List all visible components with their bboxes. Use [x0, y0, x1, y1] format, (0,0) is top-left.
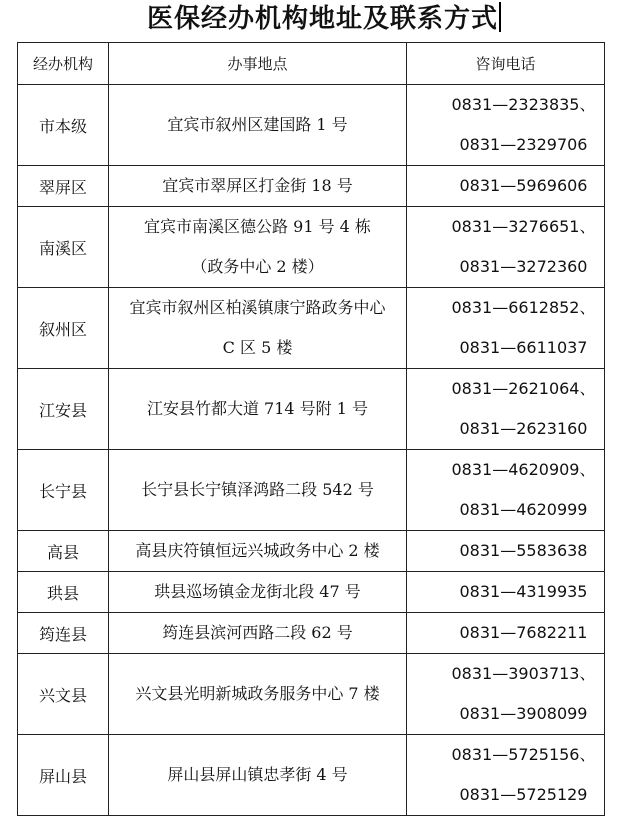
phone-line: 0831—3908099 — [459, 704, 588, 723]
phone-cell — [407, 369, 605, 450]
address-line: 高县庆符镇恒远兴城政务中心 2 楼 — [135, 541, 380, 560]
table-row — [18, 735, 605, 816]
org-cell: 江安县 — [18, 369, 109, 450]
phone-cell — [407, 613, 605, 654]
phone-line: 0831—2329706 — [459, 135, 588, 154]
title-area — [0, 0, 640, 42]
phone-line: 0831—4620999 — [459, 500, 588, 519]
table-row — [18, 207, 605, 288]
phone-line: 0831—4319935 — [459, 582, 588, 601]
phone-cell — [407, 450, 605, 531]
table-row — [18, 369, 605, 450]
table-row — [18, 288, 605, 369]
org-cell: 叙州区 — [18, 288, 109, 369]
address-cell — [109, 369, 407, 450]
phone-line: 0831—6611037 — [459, 338, 588, 357]
phone-cell — [407, 166, 605, 207]
text-cursor — [499, 2, 501, 32]
org-cell: 筠连县 — [18, 613, 109, 654]
phone-cell — [407, 654, 605, 735]
header-org: 经办机构 — [18, 43, 109, 85]
header-address: 办事地点 — [109, 43, 407, 85]
address-line: 长宁县长宁镇泽鸿路二段 542 号 — [141, 480, 374, 499]
org-cell: 兴文县 — [18, 654, 109, 735]
table-row — [18, 166, 605, 207]
phone-line: 0831—4620909、 — [451, 460, 596, 479]
address-cell — [109, 572, 407, 613]
org-cell: 长宁县 — [18, 450, 109, 531]
address-line: 宜宾市南溪区德公路 91 号 4 栋 — [144, 217, 371, 236]
phone-line: 0831—6612852、 — [451, 298, 596, 317]
address-cell — [109, 166, 407, 207]
table-row — [18, 654, 605, 735]
phone-cell — [407, 85, 605, 166]
header-phone: 咨询电话 — [407, 43, 605, 85]
table-row — [18, 85, 605, 166]
phone-cell — [407, 531, 605, 572]
phone-cell — [407, 735, 605, 816]
address-line: 筠连县滨河西路二段 62 号 — [162, 623, 353, 642]
address-line: 珙县巡场镇金龙街北段 47 号 — [154, 582, 361, 601]
org-cell: 南溪区 — [18, 207, 109, 288]
phone-line: 0831—3903713、 — [451, 664, 596, 683]
phone-line: 0831—3272360 — [459, 257, 588, 276]
address-line: 宜宾市叙州区建国路 1 号 — [167, 115, 348, 134]
org-cell: 翠屏区 — [18, 166, 109, 207]
address-line: C 区 5 楼 — [222, 338, 293, 357]
address-line: 宜宾市叙州区柏溪镇康宁路政务中心 — [129, 298, 386, 317]
address-cell — [109, 613, 407, 654]
contact-table — [17, 42, 605, 816]
table-header-row — [18, 43, 605, 85]
table-row — [18, 572, 605, 613]
phone-line: 0831—2623160 — [459, 419, 588, 438]
phone-line: 0831—2621064、 — [451, 379, 596, 398]
phone-line: 0831—5725129 — [459, 785, 588, 804]
address-cell — [109, 531, 407, 572]
table-row — [18, 450, 605, 531]
address-cell — [109, 450, 407, 531]
address-line: 兴文县光明新城政务服务中心 7 楼 — [135, 684, 380, 703]
address-line: 宜宾市翠屏区打金街 18 号 — [162, 176, 353, 195]
address-cell — [109, 288, 407, 369]
phone-line: 0831—5725156、 — [451, 745, 596, 764]
address-cell — [109, 207, 407, 288]
page-title: 医保经办机构地址及联系方式 — [146, 4, 498, 34]
address-cell — [109, 735, 407, 816]
phone-line: 0831—5583638 — [459, 541, 588, 560]
table-row — [18, 531, 605, 572]
address-line: 屏山县屏山镇忠孝街 4 号 — [167, 765, 348, 784]
phone-line: 0831—2323835、 — [451, 95, 596, 114]
address-cell — [109, 85, 407, 166]
phone-line: 0831—7682211 — [459, 623, 588, 642]
org-cell: 屏山县 — [18, 735, 109, 816]
org-cell: 珙县 — [18, 572, 109, 613]
phone-cell — [407, 207, 605, 288]
org-cell: 高县 — [18, 531, 109, 572]
phone-cell — [407, 572, 605, 613]
address-cell — [109, 654, 407, 735]
phone-line: 0831—3276651、 — [451, 217, 596, 236]
table-row — [18, 613, 605, 654]
phone-cell — [407, 288, 605, 369]
address-line: （政务中心 2 楼） — [191, 257, 324, 276]
address-line: 江安县竹都大道 714 号附 1 号 — [146, 399, 369, 418]
phone-line: 0831—5969606 — [459, 176, 588, 195]
org-cell: 市本级 — [18, 85, 109, 166]
